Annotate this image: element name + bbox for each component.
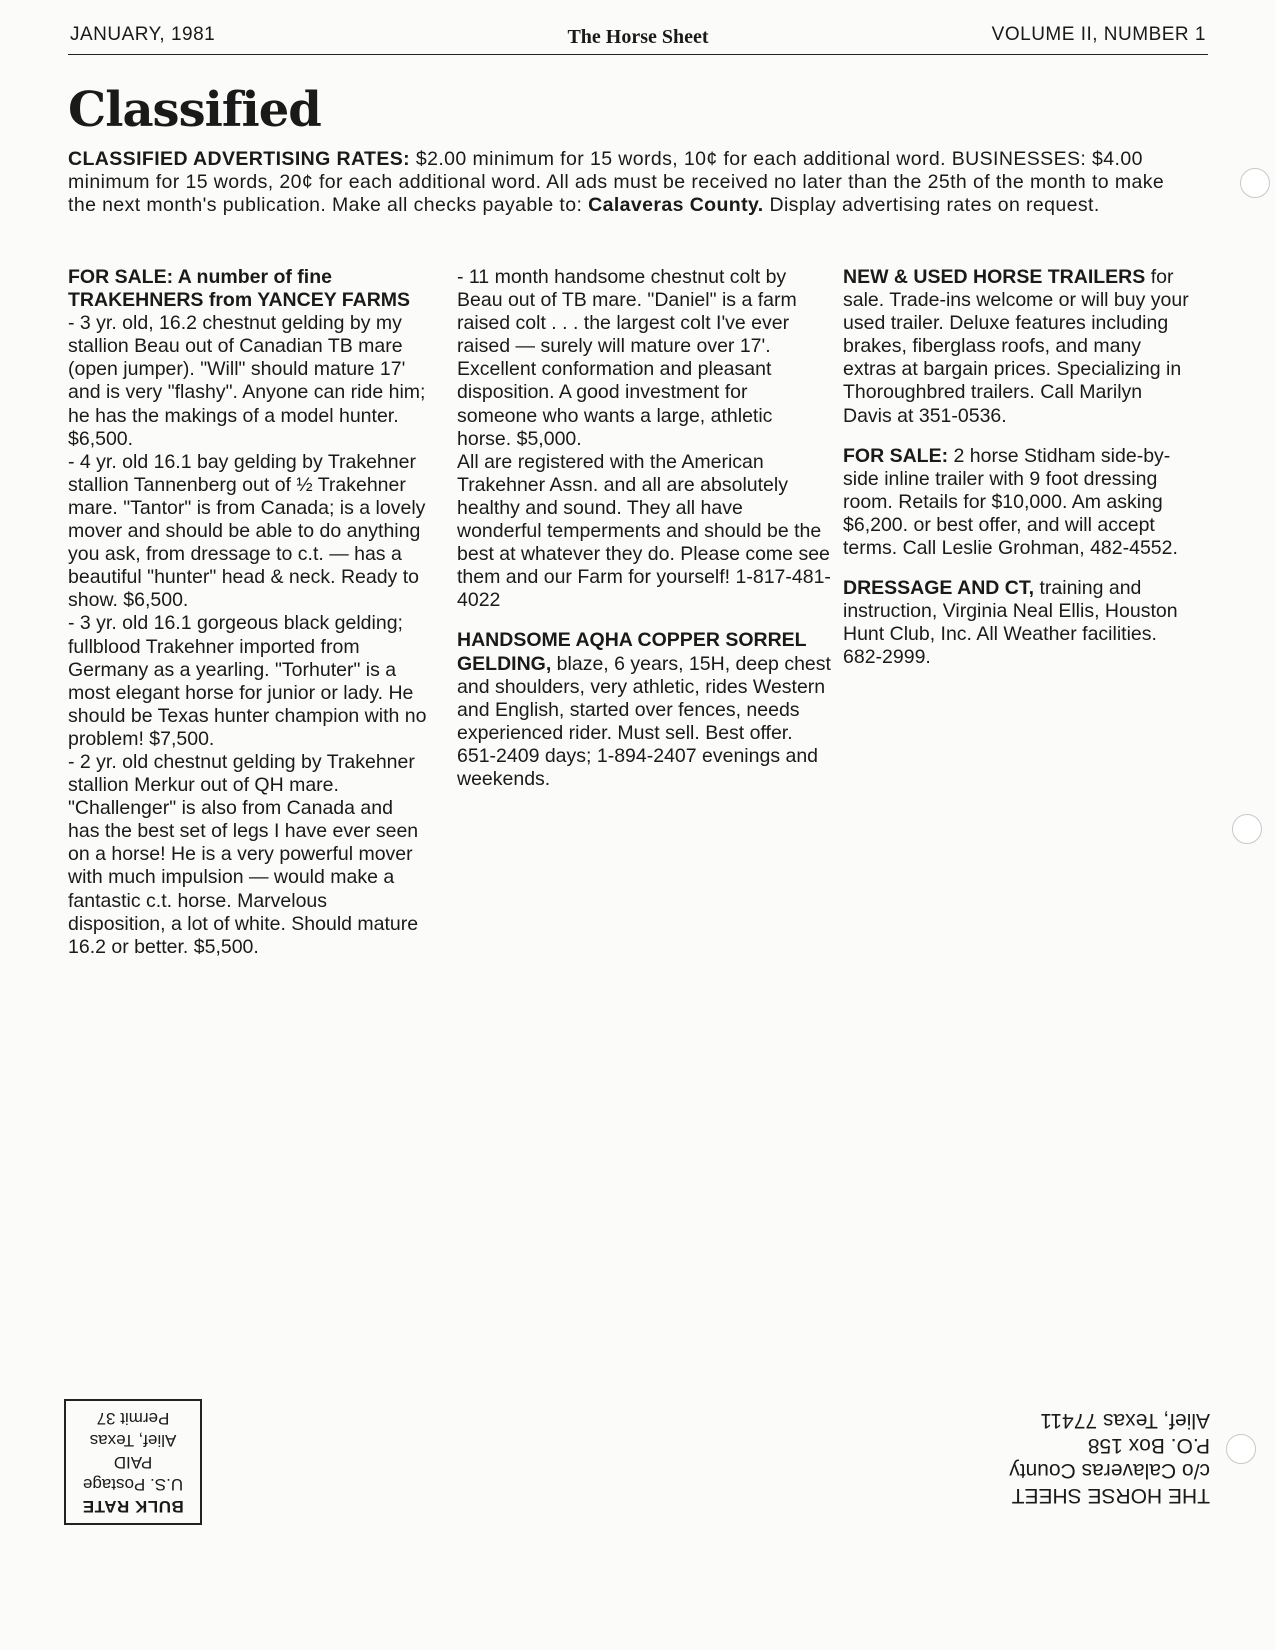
- ad-heading: DRESSAGE AND CT,: [843, 577, 1035, 600]
- address-line: Alief, Texas 77411: [1040, 1409, 1210, 1432]
- mailing-address: [970, 1408, 1210, 1508]
- ad-yancey-farms: [68, 266, 428, 959]
- ad-item: - 2 yr. old chestnut gelding by Trakehner stallion Merkur out of QH mare. "Challenger" is also from Canada and has the best set of legs I have ever seen on a horse! He is a very powerful mover with much impulsion — would make a fantastic c.t. horse. Marvelous disposition, a lot of white. Should mature 16.2 or better. $5,500.: [68, 750, 419, 958]
- address-line: P.O. Box 158: [1087, 1434, 1210, 1457]
- issue-date: JANUARY, 1981: [70, 24, 216, 45]
- ad-heading: FOR SALE: A number of fine TRAKEHNERS from YANCEY FARMS: [68, 266, 411, 312]
- ad-item: - 11 month handsome chestnut colt by Beau out of TB mare. "Daniel" is a farm raised colt . . . the largest colt I've ever raised — surely will mature over 17'. Excellent conformation and pleasant disposition. A good investment for someone who wants a large, athletic horse. $5,000.: [457, 266, 797, 450]
- ad-item: - 4 yr. old 16.1 bay gelding by Trakehner stallion Tannenberg out of ½ Trakehner mare. "Tantor" is from Canada; is a lovely mover and should be able to do anything you ask, from dressage to c.t. — has a beautiful "hunter" head & neck. Ready to show. $6,500.: [68, 450, 426, 612]
- address-line: THE HORSE SHEET: [1011, 1484, 1210, 1507]
- permit-line: Alief, Texas: [89, 1431, 177, 1450]
- ad-body: blaze, 6 years, 15H, deep chest and shoulders, very athletic, rides Western and English, started over fences, needs experienced rider. Must sell. Best offer. 651-2409 days; 1-894-2407 evenings and weekends.: [457, 652, 831, 790]
- binder-hole: [1240, 168, 1270, 198]
- ad-heading: HANDSOME AQHA COPPER SORREL GELDING,: [457, 629, 807, 675]
- ad-item: - 3 yr. old 16.1 gorgeous black gelding; fullblood Trakehner imported from Germany as a yearling. "Torhuter" is a most elegant horse for junior or lady. He should be Texas hunter champion with no problem! $7,500.: [68, 612, 427, 750]
- ad-dressage-ct: [843, 577, 1193, 669]
- ad-body: 2 horse Stidham side-by-side inline trailer with 9 foot dressing room. Retails for $10,000. Am asking $6,200. or best offer, and will accept terms. Call Leslie Grohman, 482-4552.: [843, 444, 1178, 560]
- page-header: [68, 22, 1208, 55]
- ad-horse-trailers: [843, 266, 1193, 428]
- ad-yancey-farms-continued: [457, 266, 832, 612]
- rates-payee: Calaveras County.: [588, 194, 764, 216]
- binder-hole: [1232, 814, 1262, 844]
- permit-line: BULK RATE: [82, 1497, 184, 1516]
- ad-closing: All are registered with the American Trakehner Assn. and all are absolutely healthy and sound. They all have wonderful temperments and should be the best at whatever they do. Please come see them and our Farm for yourself! 1-817-481-4022: [457, 450, 831, 612]
- ad-body: training and instruction, Virginia Neal Ellis, Houston Hunt Club, Inc. All Weather facilities. 682-2999.: [843, 577, 1178, 669]
- column-1: [68, 266, 428, 976]
- postage-permit-box: [64, 1399, 202, 1525]
- ad-item: - 3 yr. old, 16.2 chestnut gelding by my stallion Beau out of Canadian TB mare (open jumper). "Will" should mature 17' and is very "flashy". Anyone can ride him; he has the makings of a model hunter. $6,500.: [68, 312, 426, 450]
- ad-heading: FOR SALE:: [843, 444, 949, 467]
- permit-line: Permit 37: [96, 1409, 170, 1428]
- column-3: [843, 266, 1193, 687]
- rates-text: $2.00 minimum for 15 words, 10¢ for each additional word. BUSINESSES: $4.00 minimum for 15 words, 20¢ for each additional word. All ads must be received no later than the 25th of the month to make the next month's publication. Make all checks payable to:: [68, 148, 1165, 216]
- ad-stidham-trailer: [843, 445, 1193, 560]
- ad-body: for sale. Trade-ins welcome or will buy your used trailer. Deluxe features including brakes, fiberglass roofs, and many extras at bargain prices. Specializing in Thoroughbred trailers. Call Marilyn Davis at 351-0536.: [843, 266, 1189, 427]
- ad-aqha-gelding: [457, 629, 832, 791]
- section-title: Classified: [68, 82, 321, 138]
- publication-name: The Horse Sheet: [567, 26, 709, 48]
- rates-text-display: Display advertising rates on request.: [763, 194, 1100, 216]
- permit-line: U.S. Postage: [82, 1475, 184, 1494]
- volume-number: VOLUME II, NUMBER 1: [991, 24, 1206, 45]
- advertising-rates: [68, 148, 1198, 217]
- permit-line: PAID: [113, 1453, 153, 1472]
- binder-hole: [1226, 1434, 1256, 1464]
- column-2: [457, 266, 832, 808]
- rates-heading: CLASSIFIED ADVERTISING RATES:: [68, 148, 411, 170]
- ad-heading: NEW & USED HORSE TRAILERS: [843, 266, 1146, 288]
- address-line: c/o Calaveras County: [1009, 1459, 1210, 1482]
